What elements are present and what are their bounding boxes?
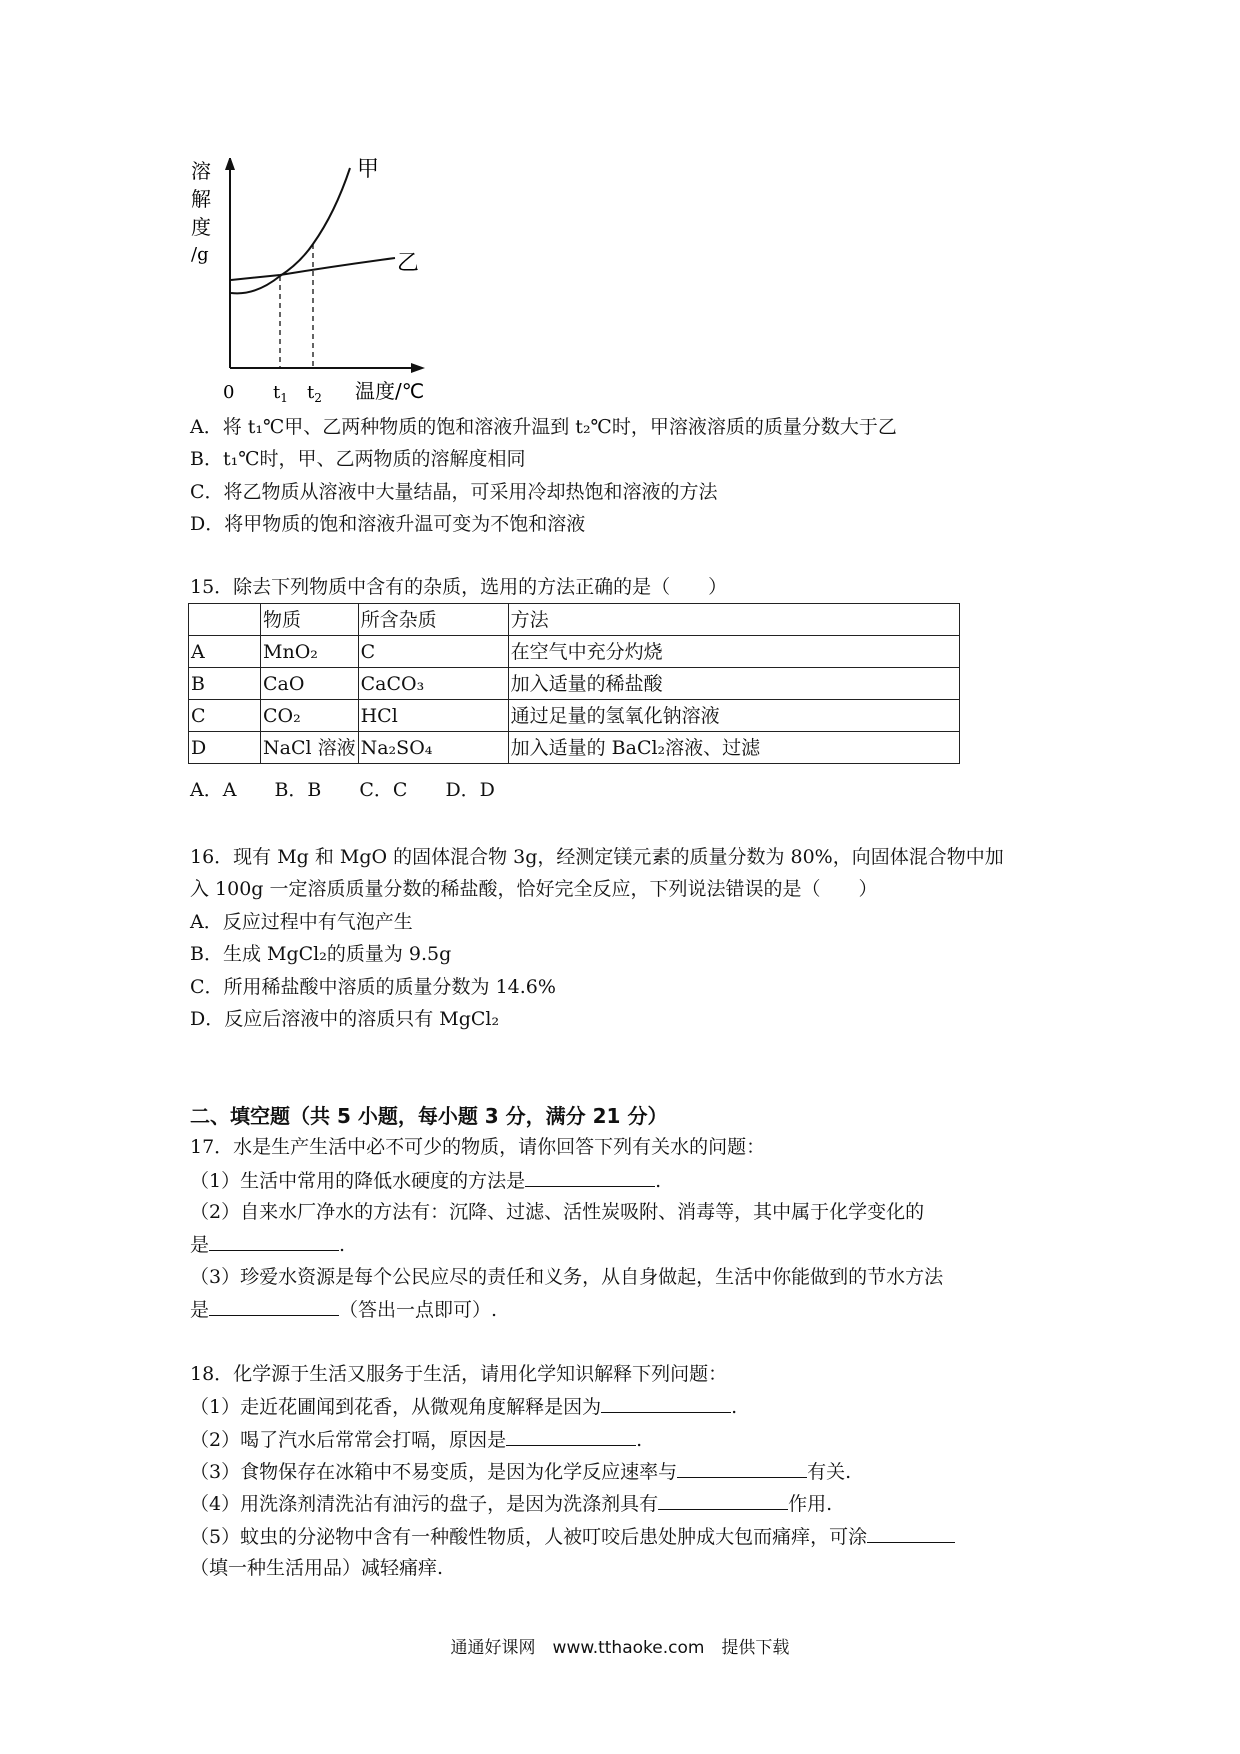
q18-part-1-end: .: [731, 1396, 738, 1418]
table-row: [189, 668, 960, 700]
table-header-cell: 方法: [508, 604, 959, 636]
q18-part-3-end: 有关.: [807, 1461, 852, 1483]
q17-part-1-text: （1）生活中常用的降低水硬度的方法是: [190, 1170, 526, 1192]
answer-blank[interactable]: [209, 1295, 339, 1316]
q17-part-1: [190, 1166, 661, 1195]
y-label-char-2: 解: [191, 187, 211, 211]
answer-blank[interactable]: [601, 1392, 731, 1413]
q17-part-3-cont: [190, 1295, 497, 1324]
q18-part-4-end: 作用.: [788, 1493, 833, 1515]
q17-part-2-cont-text: 是: [190, 1234, 210, 1256]
table-cell: B: [189, 668, 261, 700]
table-cell: 在空气中充分灼烧: [508, 636, 959, 668]
table-cell: C: [189, 700, 261, 732]
table-cell: Na₂SO₄: [358, 732, 508, 764]
table-cell: 通过足量的氢氧化钠溶液: [508, 700, 959, 732]
q18-stem: 18．化学源于生活又服务于生活，请用化学知识解释下列问题：: [190, 1363, 728, 1385]
origin-label: 0: [223, 382, 235, 403]
series-yi-label: 乙: [397, 251, 420, 276]
q15-stem: 15．除去下列物质中含有的杂质，选用的方法正确的是（ ）: [190, 576, 728, 598]
t1-tick-label: $t_1$: [273, 382, 288, 405]
q16-option-d: D．反应后溶液中的溶质只有 MgCl₂: [190, 1008, 500, 1030]
table-row: [189, 636, 960, 668]
q18-part-1-text: （1）走近花圃闻到花香，从微观角度解释是因为: [190, 1396, 602, 1418]
table-cell: NaCl 溶液: [261, 732, 359, 764]
y-label-char-3: 度: [191, 215, 211, 239]
table-cell: CaCO₃: [358, 668, 508, 700]
q18-part-3-text: （3）食物保存在冰箱中不易变质，是因为化学反应速率与: [190, 1461, 678, 1483]
table-header-cell: [189, 604, 261, 636]
table-cell: 加入适量的稀盐酸: [508, 668, 959, 700]
q15-options: A．A B．B C．C D．D: [190, 779, 495, 801]
q16-option-b: B．生成 MgCl₂的质量为 9.5g: [190, 943, 452, 965]
table-cell: CaO: [261, 668, 359, 700]
q15-table: [188, 603, 960, 764]
table-cell: MnO₂: [261, 636, 359, 668]
table-header-cell: 物质: [261, 604, 359, 636]
q14-option-c: C．将乙物质从溶液中大量结晶，可采用冷却热饱和溶液的方法: [190, 481, 718, 503]
table-cell: CO₂: [261, 700, 359, 732]
q18-part-5-text: （5）蚊虫的分泌物中含有一种酸性物质，人被叮咬后患处肿成大包而痛痒，可涂: [190, 1526, 868, 1548]
table-row: [189, 732, 960, 764]
series-jia-label: 甲: [357, 158, 380, 182]
table-cell: A: [189, 636, 261, 668]
page-footer: 通通好课网 www.tthaoke.com 提供下载: [450, 1638, 790, 1658]
y-label-char-1: 溶: [191, 159, 211, 183]
q17-stem: 17．水是生产生活中必不可少的物质，请你回答下列有关水的问题：: [190, 1136, 766, 1158]
q16-option-c: C．所用稀盐酸中溶质的质量分数为 14.6%: [190, 976, 556, 998]
q18-part-2: [190, 1425, 642, 1454]
series-yi-curve: [231, 258, 395, 280]
answer-blank[interactable]: [525, 1166, 655, 1187]
y-label-char-4: /g: [191, 244, 209, 265]
table-cell: 加入适量的 BaCl₂溶液、过滤: [508, 732, 959, 764]
q18-part-2-end: .: [636, 1429, 643, 1451]
section-2-title: 二、填空题（共 5 小题，每小题 3 分，满分 21 分）: [190, 1104, 668, 1128]
q16-stem-line-1: 16．现有 Mg 和 MgO 的固体混合物 3g，经测定镁元素的质量分数为 80%，向固体混合物中加: [190, 846, 1004, 868]
answer-blank[interactable]: [867, 1522, 955, 1543]
x-axis-label: 温度/℃: [355, 379, 425, 403]
q18-part-1: [190, 1392, 737, 1421]
q14-option-d: D．将甲物质的饱和溶液升温可变为不饱和溶液: [190, 513, 586, 535]
table-cell: HCl: [358, 700, 508, 732]
q18-part-3: [190, 1457, 851, 1486]
q17-part-2: （2）自来水厂净水的方法有：沉降、过滤、活性炭吸附、消毒等，其中属于化学变化的: [190, 1201, 925, 1223]
y-axis-arrow: [225, 158, 235, 170]
q14-option-a: A．将 t₁℃甲、乙两种物质的饱和溶液升温到 t₂℃时，甲溶液溶质的质量分数大于乙: [190, 416, 897, 438]
table-row: [189, 700, 960, 732]
q17-part-1-end: .: [655, 1170, 662, 1192]
t2-tick-label: $t_2$: [307, 382, 322, 405]
q16-stem-line-2: 入 100g 一定溶质质量分数的稀盐酸，恰好完全反应，下列说法错误的是（ ）: [190, 878, 878, 900]
q18-part-4: [190, 1489, 832, 1518]
q14-option-b: B．t₁℃时，甲、乙两物质的溶解度相同: [190, 448, 526, 470]
q18-part-5: [190, 1522, 955, 1551]
series-jia-curve: [231, 168, 350, 293]
q16-option-a: A．反应过程中有气泡产生: [190, 911, 413, 933]
answer-blank[interactable]: [677, 1457, 807, 1478]
table-header-cell: 所含杂质: [358, 604, 508, 636]
solubility-chart: [185, 158, 445, 408]
table-cell: D: [189, 732, 261, 764]
answer-blank[interactable]: [658, 1489, 788, 1510]
q18-part-2-text: （2）喝了汽水后常常会打嗝，原因是: [190, 1429, 507, 1451]
answer-blank[interactable]: [506, 1425, 636, 1446]
x-axis-arrow: [411, 363, 425, 373]
answer-blank[interactable]: [209, 1230, 339, 1251]
q17-part-3: （3）珍爱水资源是每个公民应尽的责任和义务，从自身做起，生活中你能做到的节水方法: [190, 1266, 944, 1288]
table-cell: C: [358, 636, 508, 668]
q17-part-2-end: .: [339, 1234, 346, 1256]
q18-part-5-cont: （填一种生活用品）减轻痛痒.: [190, 1557, 444, 1579]
q17-part-3-end: （答出一点即可）.: [339, 1299, 498, 1321]
table-header-row: [189, 604, 960, 636]
q17-part-3-cont-text: 是: [190, 1299, 210, 1321]
q18-part-4-text: （4）用洗涤剂清洗沾有油污的盘子，是因为洗涤剂具有: [190, 1493, 659, 1515]
q17-part-2-cont: [190, 1230, 345, 1259]
